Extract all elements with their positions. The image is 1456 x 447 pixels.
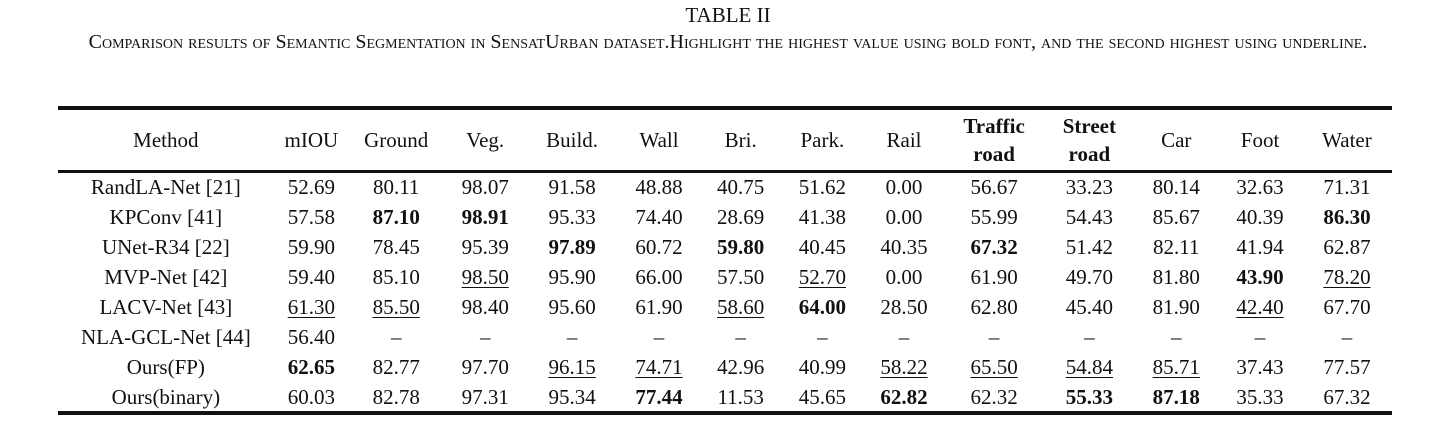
value-cell: 0.00	[885, 175, 923, 200]
value-cell: 78.20	[1323, 265, 1371, 290]
value-cell: 52.69	[287, 175, 335, 200]
value-cell: 54.84	[1065, 354, 1113, 379]
value-cell: 86.30	[1323, 205, 1371, 230]
table-row	[58, 382, 1392, 412]
value-cell: 80.14	[1152, 175, 1200, 200]
value-cell: 97.70	[461, 354, 509, 379]
value-cell: 49.70	[1065, 265, 1113, 290]
table-label: TABLE II	[685, 3, 771, 27]
value-cell: 28.69	[717, 205, 765, 230]
value-cell: 91.58	[548, 175, 596, 200]
value-cell: 0.00	[885, 265, 923, 290]
value-cell: 41.38	[798, 205, 846, 230]
value-cell: –	[1254, 324, 1266, 349]
value-cell: 56.67	[970, 175, 1018, 200]
value-cell: 57.50	[717, 265, 765, 290]
column-header: Method	[133, 128, 199, 152]
value-cell: 59.80	[717, 235, 765, 260]
value-cell: 81.90	[1152, 295, 1200, 319]
value-cell: 51.62	[798, 175, 846, 200]
value-cell: 41.94	[1236, 235, 1284, 260]
value-cell: 51.42	[1065, 235, 1113, 260]
value-cell: 40.75	[717, 175, 765, 200]
value-cell: 85.50	[372, 295, 420, 319]
method-cell: Ours(binary)	[111, 384, 221, 409]
value-cell: 33.23	[1065, 175, 1113, 200]
value-cell: 77.44	[635, 384, 683, 409]
method-cell: LACV-Net [43]	[99, 295, 233, 319]
value-cell: 71.31	[1323, 175, 1371, 200]
table-caption: Comparison results of Semantic Segmentation in SensatUrban dataset.Highlight the highest value using bold font, and the second highest using underline.	[88, 31, 1368, 53]
value-cell: 95.60	[548, 295, 596, 319]
value-cell: 98.50	[461, 265, 509, 290]
column-header: Car	[1161, 128, 1192, 152]
column-header: Water	[1322, 128, 1372, 152]
value-cell: 37.43	[1236, 354, 1284, 379]
value-cell: 54.43	[1065, 205, 1113, 230]
value-cell: 67.32	[1323, 384, 1371, 409]
table-body	[58, 170, 1392, 412]
column-header: Street road	[1062, 114, 1116, 166]
value-cell: –	[653, 324, 665, 349]
value-cell: 65.50	[970, 354, 1018, 379]
value-cell: 67.32	[970, 235, 1018, 260]
value-cell: 43.90	[1236, 265, 1284, 290]
value-cell: 55.33	[1065, 384, 1113, 409]
column-header: Ground	[364, 128, 429, 152]
method-cell: RandLA-Net [21]	[90, 175, 241, 200]
column-header: Park.	[800, 128, 845, 152]
value-cell: 97.89	[548, 235, 596, 260]
value-cell: 56.40	[287, 324, 335, 349]
value-cell: 45.65	[798, 384, 846, 409]
table-row	[58, 170, 1392, 203]
value-cell: 98.91	[461, 205, 509, 230]
value-cell: 82.11	[1153, 235, 1200, 260]
value-cell: 95.39	[461, 235, 509, 260]
results-table	[58, 110, 1392, 412]
value-cell: –	[735, 324, 746, 349]
value-cell: 77.57	[1323, 354, 1371, 379]
value-cell: 55.99	[970, 205, 1018, 230]
value-cell: 96.15	[548, 354, 596, 379]
value-cell: 62.80	[970, 295, 1018, 319]
value-cell: 67.70	[1323, 295, 1371, 319]
value-cell: 74.40	[635, 205, 683, 230]
value-cell: 97.31	[461, 384, 509, 409]
value-cell: –	[898, 324, 910, 349]
column-header: mIOU	[284, 128, 339, 152]
value-cell: 58.60	[717, 295, 765, 319]
value-cell: 11.53	[717, 384, 764, 409]
value-cell: 87.10	[372, 205, 420, 230]
value-cell: 57.58	[287, 205, 335, 230]
method-cell: UNet-R34 [22]	[101, 235, 230, 260]
column-header: Bri.	[724, 128, 757, 152]
value-cell: 32.63	[1236, 175, 1284, 200]
table-row	[58, 263, 1392, 293]
header-row	[58, 110, 1392, 170]
value-cell: 40.99	[798, 354, 846, 379]
value-cell: 87.18	[1152, 384, 1200, 409]
value-cell: –	[1171, 324, 1182, 349]
method-cell: KPConv [41]	[109, 205, 223, 230]
value-cell: –	[479, 324, 491, 349]
column-header: Build.	[546, 128, 599, 152]
value-cell: –	[1341, 324, 1353, 349]
value-cell: 62.87	[1323, 235, 1371, 260]
value-cell: 62.32	[970, 384, 1018, 409]
table-row	[58, 203, 1392, 233]
value-cell: –	[988, 324, 1000, 349]
value-cell: 61.30	[287, 295, 335, 319]
value-cell: 85.10	[372, 265, 420, 290]
value-cell: –	[817, 324, 828, 349]
value-cell: 95.33	[548, 205, 596, 230]
value-cell: 61.90	[635, 295, 683, 319]
column-header: Foot	[1240, 128, 1280, 152]
value-cell: 78.45	[372, 235, 420, 260]
value-cell: 98.07	[461, 175, 509, 200]
value-cell: 82.77	[372, 354, 420, 379]
value-cell: 35.33	[1236, 384, 1284, 409]
value-cell: 95.34	[548, 384, 596, 409]
value-cell: 58.22	[880, 354, 928, 379]
value-cell: –	[1084, 324, 1095, 349]
value-cell: 80.11	[372, 175, 420, 200]
table-row	[58, 233, 1392, 263]
method-cell: MVP-Net [42]	[104, 265, 228, 290]
value-cell: 62.65	[287, 354, 335, 379]
table-row	[58, 293, 1392, 323]
table-row	[58, 322, 1392, 352]
value-cell: 0.00	[885, 205, 923, 230]
value-cell: 66.00	[635, 265, 683, 290]
value-cell: –	[390, 324, 402, 349]
value-cell: 48.88	[635, 175, 683, 200]
value-cell: 62.82	[880, 384, 928, 409]
value-cell: –	[566, 324, 578, 349]
value-cell: 64.00	[798, 295, 846, 319]
column-header: Veg.	[466, 128, 505, 152]
value-cell: 42.40	[1236, 295, 1284, 319]
value-cell: 59.90	[287, 235, 335, 260]
value-cell: 28.50	[880, 295, 928, 319]
value-cell: 45.40	[1065, 295, 1113, 319]
value-cell: 85.67	[1152, 205, 1200, 230]
value-cell: 82.78	[372, 384, 420, 409]
column-header: Rail	[886, 128, 922, 152]
column-header: Traffic road	[963, 114, 1025, 166]
value-cell: 40.45	[798, 235, 846, 260]
value-cell: 85.71	[1152, 354, 1200, 379]
value-cell: 40.39	[1236, 205, 1284, 230]
table-row	[58, 352, 1392, 382]
value-cell: 52.70	[798, 265, 846, 290]
value-cell: 98.40	[461, 295, 509, 319]
value-cell: 60.03	[287, 384, 335, 409]
value-cell: 59.40	[287, 265, 335, 290]
value-cell: 40.35	[880, 235, 928, 260]
value-cell: 81.80	[1152, 265, 1200, 290]
value-cell: 42.96	[717, 354, 765, 379]
value-cell: 74.71	[635, 354, 683, 379]
value-cell: 61.90	[970, 265, 1018, 290]
value-cell: 60.72	[635, 235, 683, 260]
method-cell: Ours(FP)	[126, 354, 205, 379]
column-header: Wall	[639, 128, 679, 152]
method-cell: NLA-GCL-Net [44]	[80, 324, 251, 349]
value-cell: 95.90	[548, 265, 596, 290]
